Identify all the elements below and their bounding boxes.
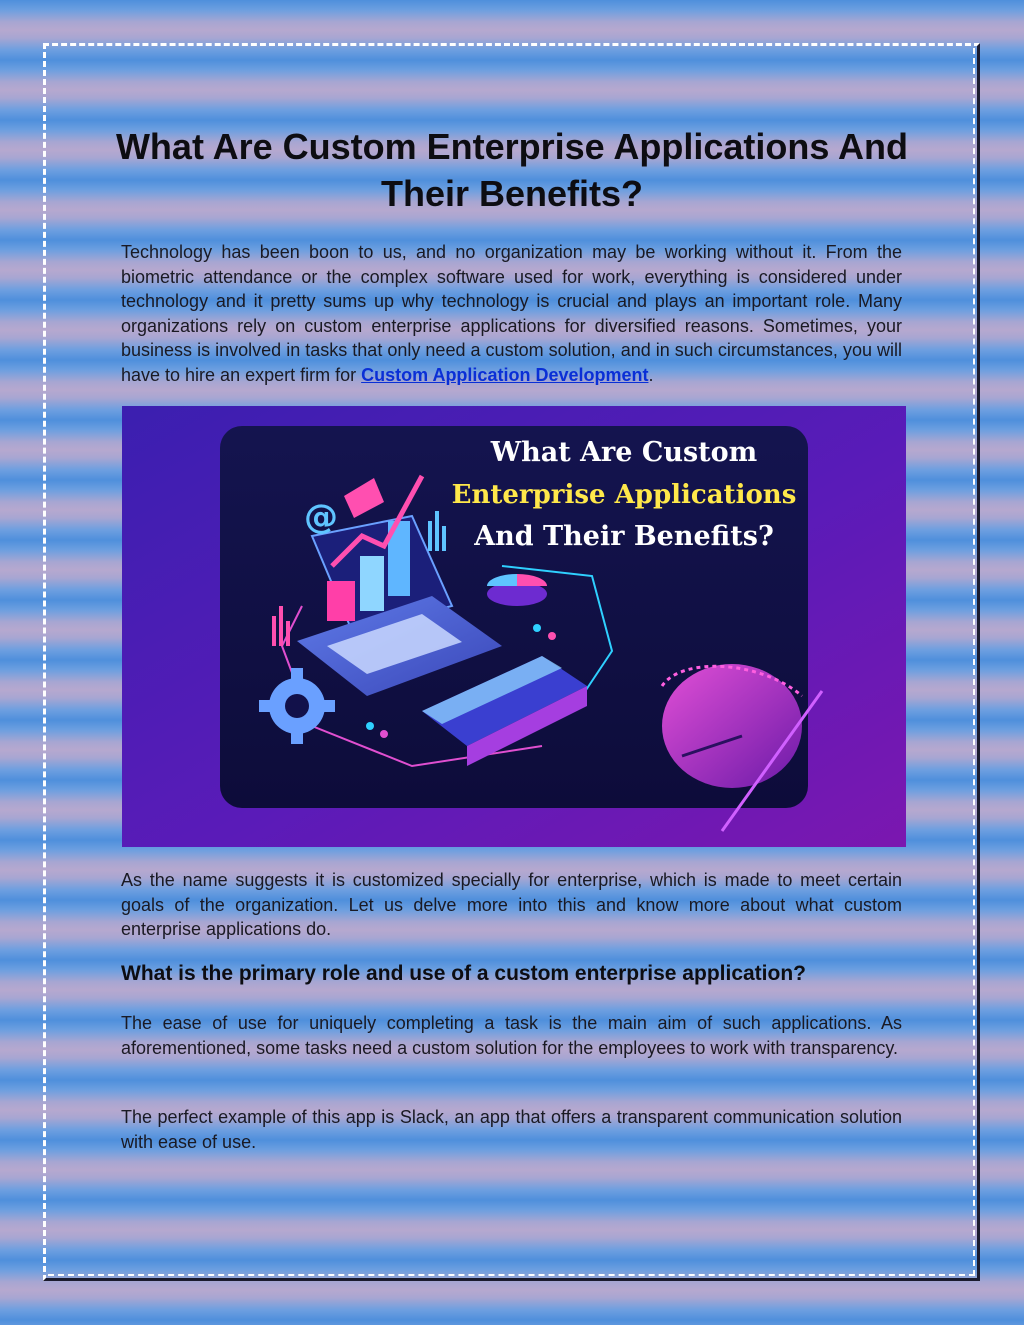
banner-image [122,406,906,847]
paragraph-name-suggests: As the name suggests it is customized specially for enterprise, which is made to meet certain goals of the organization. Let us delve more into this and know more about what custom enterprise applications do. [121,870,902,939]
pie-chart-icon [487,574,547,606]
custom-application-development-link[interactable]: Custom Application Development [361,364,649,385]
banner-line-1: What Are Custom [490,437,758,468]
at-icon: @ [304,497,338,537]
section-heading: What is the primary role and use of a custom enterprise application? [121,962,806,985]
banner-illustration [122,406,906,847]
paragraph-ease-of-use: The ease of use for uniquely completing a task is the main aim of such applications. As aforementioned, some tasks need a custom solution for the employees to work with transparency. [121,1013,902,1058]
paragraph-slack-example: The perfect example of this app is Slack, an app that offers a transparent communication solution with ease of use. [121,1107,902,1152]
page-title: What Are Custom Enterprise Applications And Their Benefits? [115,126,909,214]
intro-end: . [648,364,654,385]
intro-text: Technology has been boon to us, and no organization may be working without it. From the biometric attendance or the complex software used for work, everything is considered under technology and it pretty sums up why technology is crucial and plays an important role. Many organizations rely on custom enterprise applications for diversified reasons. Sometimes, your business is involved in tasks that only need a custom solution, and in such circumstances, you will have to hire an expert firm for [121,242,902,385]
intro-paragraph [121,240,902,387]
banner-line-2: Enterprise Applications [451,480,797,510]
banner-line-3: And Their Benefits? [474,521,774,552]
